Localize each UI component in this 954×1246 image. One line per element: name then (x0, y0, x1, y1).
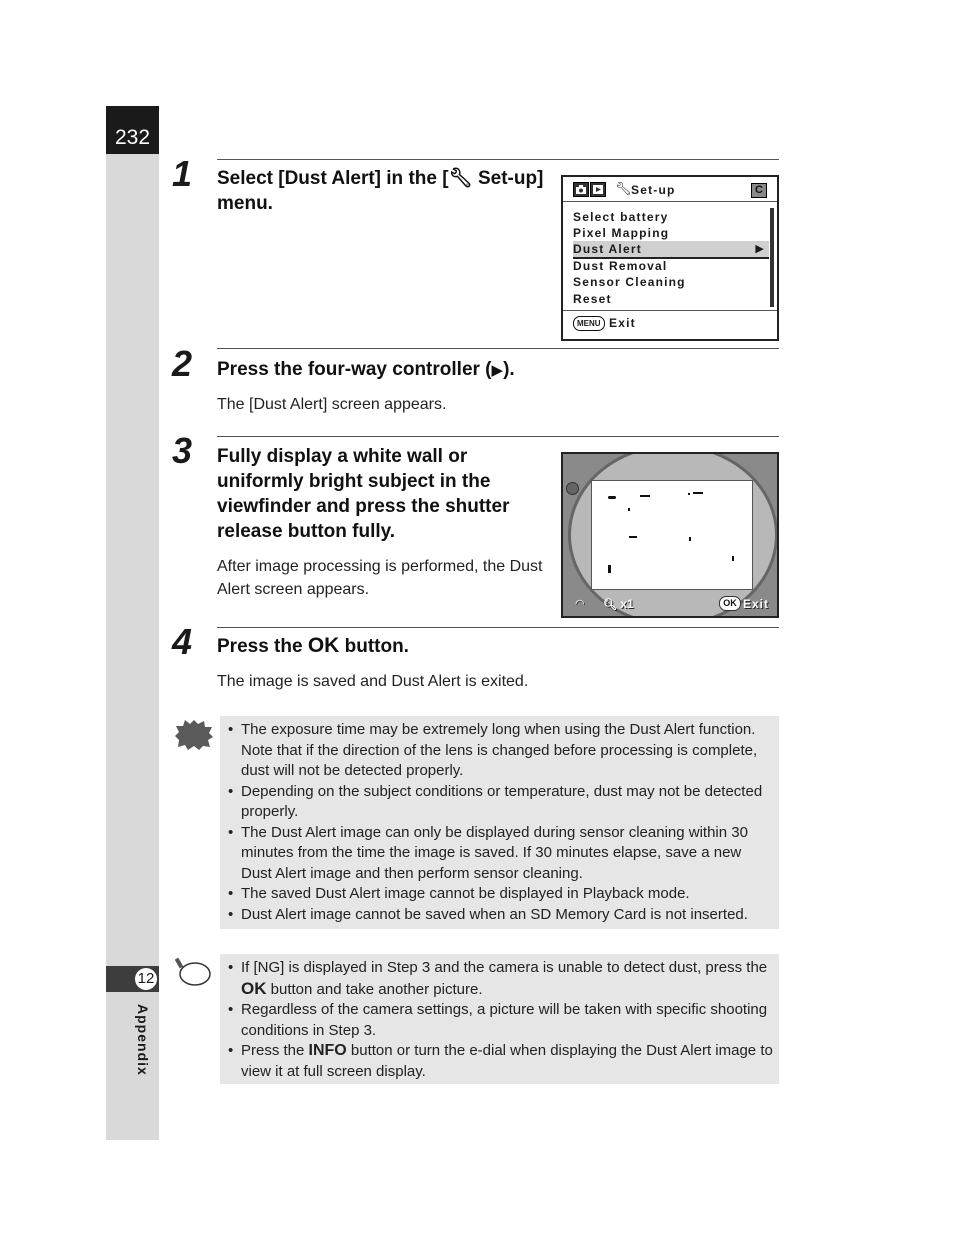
e-dial-icon: ◠ (575, 598, 585, 610)
ok-button-glyph: OK (241, 978, 267, 998)
menu-item-sensor-cleaning[interactable]: Sensor Cleaning (573, 275, 686, 289)
step-heading-text: Press the four-way controller ( (217, 359, 492, 380)
zoom-indicator (603, 597, 634, 611)
step-heading-text: Press the (217, 636, 308, 657)
memo-text: button or turn the e-dial when displaying the Dust Alert image to view it at full screen display. (241, 1042, 773, 1080)
setup-menu-screen (561, 175, 779, 341)
step-number: 3 (172, 430, 193, 471)
step-heading-text: Select [Dust Alert] in the [ (217, 168, 449, 189)
menu-item-label: Dust Alert (573, 242, 642, 256)
page-number: 232 (114, 126, 151, 149)
memo-box (220, 954, 779, 1084)
chapter-name: Appendix (135, 1004, 151, 1076)
right-arrow-icon: ▶ (755, 243, 765, 255)
wrench-icon: 🔧︎ (615, 181, 632, 196)
step-heading (217, 633, 409, 659)
step-divider (217, 159, 779, 160)
menu-item-reset[interactable]: Reset (573, 292, 612, 306)
exit-label: Exit (609, 316, 636, 330)
step-heading: Fully display a white wall or uniformly bright subject in the viewfinder and press the shutter release button fully. (217, 446, 510, 542)
memo-text: Press the (241, 1042, 309, 1059)
memo-item (241, 1041, 773, 1082)
step-number: 4 (172, 621, 193, 662)
caution-item: • The exposure time may be extremely long when using the Dust Alert function. Note that if the direction of the lens is changed before processing is complete, dust will not be detected properly. (241, 720, 773, 782)
step-heading (217, 166, 547, 216)
right-arrow-icon: ▶ (491, 362, 504, 379)
caution-item: • Dust Alert image cannot be saved when an SD Memory Card is not inserted. (241, 905, 773, 926)
step-heading-text: ). (503, 359, 515, 380)
dust-speck (608, 565, 611, 573)
memo-icon (175, 957, 211, 987)
menu-button[interactable]: MENU (573, 316, 605, 331)
dust-speck (608, 496, 616, 499)
memo-text: button and take another picture. (266, 980, 483, 998)
dust-alert-screen (561, 452, 779, 618)
memo-text: If [NG] is displayed in Step 3 and the camera is unable to detect dust, press the (241, 959, 768, 976)
memo-item (241, 958, 773, 1000)
step-body: After image processing is performed, the Dust Alert screen appears. (217, 558, 543, 598)
memo-item: • Regardless of the camera settings, a picture will be taken with specific shooting conditions in Step 3. (241, 1000, 773, 1041)
step-number: 2 (172, 343, 193, 384)
menu-item-select-battery[interactable]: Select battery (573, 210, 669, 224)
step-number: 1 (172, 153, 193, 194)
screen-divider (563, 310, 777, 311)
caution-box (220, 716, 779, 929)
custom-mode-badge: C (751, 183, 767, 198)
step-body: The [Dust Alert] screen appears. (217, 396, 447, 413)
caution-icon (175, 720, 213, 750)
dust-speck (689, 537, 691, 541)
step-heading-text: Set-up] menu. (217, 168, 544, 214)
step-heading-text: button. (339, 636, 409, 657)
exit-label: Exit (743, 597, 770, 611)
info-button-glyph: INFO (308, 1042, 347, 1059)
step-heading (217, 357, 515, 383)
magnifier-icon: 🔍︎ (603, 599, 617, 611)
step-divider (217, 436, 779, 437)
sensor-image (591, 480, 753, 590)
step-divider (217, 627, 779, 628)
menu-item-dust-removal[interactable]: Dust Removal (573, 259, 668, 273)
dust-speck (688, 493, 690, 495)
dust-speck (629, 536, 637, 538)
camera-icon (573, 182, 589, 197)
chapter-number-badge: 12 (135, 968, 157, 990)
menu-item-dust-alert[interactable] (573, 241, 769, 259)
wrench-icon: 🔧︎ (448, 168, 473, 189)
mount-pin (566, 482, 579, 495)
ok-button[interactable]: OK (719, 596, 741, 611)
playback-icon (590, 182, 606, 197)
ok-button-glyph: OK (307, 634, 340, 657)
dust-speck (628, 508, 630, 511)
caution-item: • The saved Dust Alert image cannot be displayed in Playback mode. (241, 884, 773, 905)
zoom-value: x1 (620, 597, 634, 611)
scrollbar[interactable] (770, 208, 774, 307)
step-divider (217, 348, 779, 349)
caution-item: • Depending on the subject conditions or temperature, dust may not be detected properly. (241, 782, 773, 823)
dust-speck (732, 556, 734, 561)
caution-item: • The Dust Alert image can only be displayed during sensor cleaning within 30 minutes from the time the image is saved. If 30 minutes elapse, save a new Dust Alert image and then perform sensor cleaning. (241, 823, 773, 885)
dust-speck (640, 495, 650, 497)
dust-speck (693, 492, 703, 494)
step-body: The image is saved and Dust Alert is exited. (217, 673, 529, 690)
menu-item-pixel-mapping[interactable]: Pixel Mapping (573, 226, 670, 240)
screen-title: Set-up (631, 183, 676, 197)
screen-header (563, 177, 777, 202)
